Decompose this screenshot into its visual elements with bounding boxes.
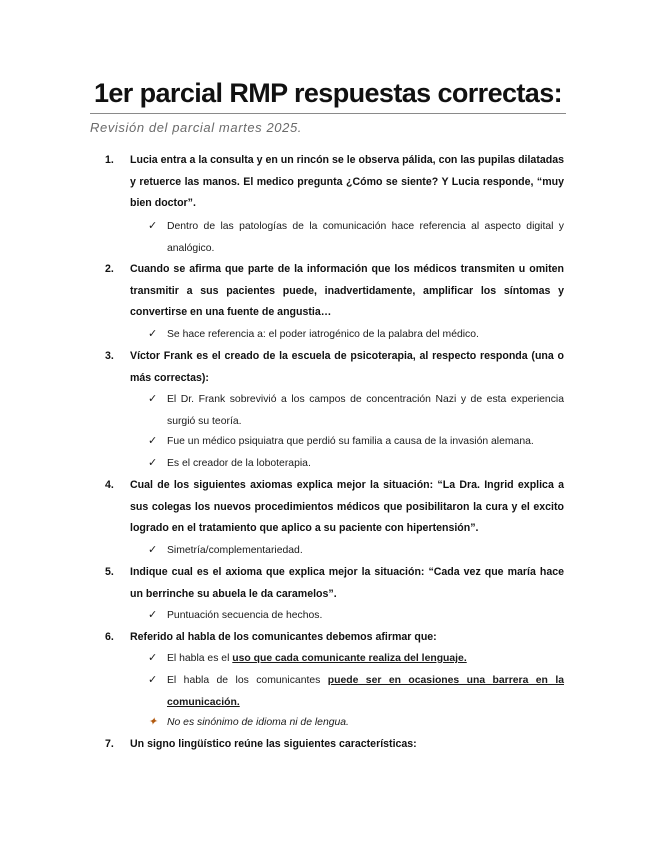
page-subtitle: Revisión del parcial martes 2025. [90, 120, 303, 135]
answer-text-plain: El habla de los comunicantes [167, 675, 328, 686]
question-number: 2. [105, 263, 114, 275]
answer-text: Dentro de las patologías de la comunicación hace referencia al aspecto digital y analógico. [167, 221, 564, 254]
answer-text: Simetría/complementariedad. [167, 545, 303, 556]
answer-6-1 [148, 648, 564, 670]
answer-4-1 [148, 540, 564, 562]
question-text: Cuando se afirma que parte de la información que los médicos transmiten u omiten transmitir a sus pacientes puede, inadvertidamente, amplificar los síntomas y convertirse en una fuente de angustia… [130, 263, 564, 318]
question-1 [105, 150, 564, 215]
question-number: 4. [105, 479, 114, 491]
question-number: 6. [105, 631, 114, 643]
question-3 [105, 346, 564, 389]
answer-3-2 [148, 431, 564, 453]
check-mark-icon: ✓ [148, 435, 158, 447]
question-6 [105, 627, 564, 649]
answer-text: Es el creador de la loboterapia. [167, 458, 311, 469]
question-text: Indique cual es el axioma que explica mejor la situación: “Cada vez que maría hace un berrinche su abuela le da caramelos”. [130, 566, 564, 600]
title-underline [90, 113, 566, 114]
question-7 [105, 734, 564, 756]
check-mark-icon: ✓ [148, 220, 158, 232]
question-number: 1. [105, 154, 114, 166]
answer-text: Puntuación secuencia de hechos. [167, 610, 323, 621]
answer-text: Fue un médico psiquiatra que perdió su familia a causa de la invasión alemana. [167, 436, 534, 447]
question-text: Lucia entra a la consulta y en un rincón se le observa pálida, con las pupilas dilatadas y retuerce las manos. El medico pregunta ¿Cómo se siente? Y Lucia responde, “muy bien doctor”. [130, 154, 564, 209]
question-text: Un signo lingüístico reúne las siguientes características: [130, 738, 417, 750]
question-number: 5. [105, 566, 114, 578]
answer-3-1 [148, 389, 564, 432]
answer-5-1 [148, 605, 564, 627]
check-mark-icon: ✓ [148, 328, 158, 340]
check-mark-icon: ✓ [148, 609, 158, 621]
diamond-bullet-icon: ✦ [148, 716, 158, 728]
page-title: 1er parcial RMP respuestas correctas: [93, 78, 563, 108]
question-text: Víctor Frank es el creado de la escuela de psicoterapia, al respecto responda (una o más correctas): [130, 350, 564, 384]
answer-text: Se hace referencia a: el poder iatrogénico de la palabra del médico. [167, 329, 479, 340]
answer-text-underlined: puede ser en ocasiones una barrera en la comunicación. [167, 675, 565, 708]
question-5 [105, 562, 564, 605]
question-number: 7. [105, 738, 114, 750]
answer-text: No es sinónimo de idioma ni de lengua. [167, 717, 349, 728]
answer-1-1 [148, 216, 564, 259]
question-text: Cual de los siguientes axiomas explica mejor la situación: “La Dra. Ingrid explica a sus colegas los nuevos procedimientos médicos que posibilitaron la cura y el excito logrado en el tratamiento que aplico a su paciente con hipertensión”. [130, 479, 564, 534]
check-mark-icon: ✓ [148, 544, 158, 556]
question-text: Referido al habla de los comunicantes debemos afirmar que: [130, 631, 437, 643]
check-mark-icon: ✓ [148, 674, 158, 686]
answer-text-underlined: uso que cada comunicante realiza del lenguaje. [232, 653, 467, 664]
answer-2-1 [148, 324, 564, 346]
answer-text: El Dr. Frank sobrevivió a los campos de concentración Nazi y de esta experiencia surgió su teoría. [167, 394, 564, 427]
check-mark-icon: ✓ [148, 652, 158, 664]
answer-text-plain: El habla es el [167, 653, 233, 664]
answer-6-3 [148, 712, 564, 734]
check-mark-icon: ✓ [148, 457, 158, 469]
question-2 [105, 259, 564, 324]
answer-6-2 [148, 670, 565, 713]
question-number: 3. [105, 350, 114, 362]
check-mark-icon: ✓ [148, 393, 158, 405]
question-4 [105, 475, 564, 540]
answer-3-3 [148, 453, 564, 475]
